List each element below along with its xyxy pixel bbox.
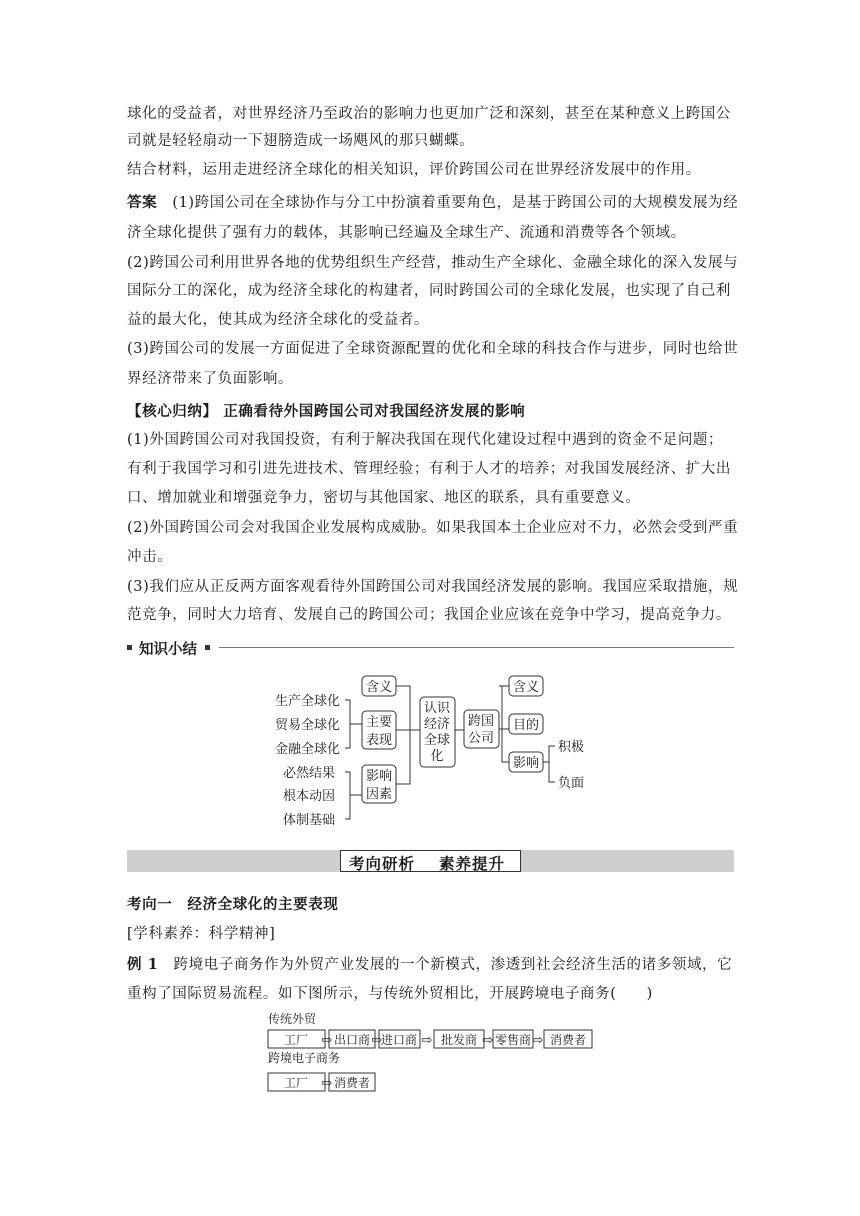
flow-step: 工厂 (283, 1076, 309, 1090)
summary-line-2: 有利于我国学习和引进先进技术、管理经验；有利于人才的培养；对我国发展经济、扩大出 (127, 461, 731, 477)
diagram-kuaguo: 公司 (467, 731, 495, 746)
flow-arrow-icon: ⇨ (321, 1076, 333, 1091)
diagram-center: 全球 (423, 733, 451, 748)
flow-arrow-icon: ⇨ (482, 1033, 494, 1048)
flow-ecommerce-label: 跨境电子商务 (268, 1051, 341, 1065)
diagram-center: 认识 (423, 701, 451, 716)
knowledge-summary-title: 知识小结 (139, 641, 197, 658)
diagram-left-item: 根本动因 (282, 789, 335, 804)
flow-arrow-icon: ⇨ (421, 1033, 433, 1048)
flow-step: 出口商 (333, 1033, 371, 1047)
diagram-right-hanyi: 含义 (512, 680, 540, 695)
answer-line-5: 益的最大化，使其成为经济全球化的受益者。 (127, 312, 429, 328)
band-left-text: 考向研析 (349, 854, 416, 873)
diagram-left-item: 金融全球化 (274, 742, 340, 757)
flow-step: 消费者 (333, 1076, 371, 1090)
material-line-1: 球化的受益者，对世界经济乃至政治的影响力也更加广泛和深刻，甚至在某种意义上跨国公 (127, 106, 731, 122)
answer-text-1: (1)跨国公司在全球协作与分工中扮演着重要角色，是基于跨国公司的大规模发展为经 (172, 195, 739, 211)
diagram-kuaguo: 跨国 (467, 714, 495, 729)
diagram-box-zhuyao: 表现 (365, 733, 393, 748)
question-line: 结合材料，运用走进经济全球化的相关知识，评价跨国公司在世界经济发展中的作用。 (127, 162, 701, 178)
diagram-leaf: 负面 (558, 776, 585, 791)
answer-line-4: 国际分工的深化，成为经济全球化的构建者，同时跨国公司的全球化发展，也实现了自己利 (127, 283, 731, 299)
summary-line-6: (3)我们应从正反两方面客观看待外国跨国公司对我国经济发展的影响。我国应采取措施，规 (127, 579, 739, 595)
summary-heading-tag: 【核心归纳】 (127, 403, 218, 420)
diagram-center: 化 (430, 749, 444, 764)
summary-line-4: (2)外国跨国公司会对我国企业发展构成威胁。如果我国本土企业应对不力，必然会受到严重 (127, 520, 739, 536)
flow-arrow-icon: ⇨ (321, 1033, 333, 1048)
diagram-left-item: 贸易全球化 (274, 718, 340, 733)
summary-line-7: 范竞争，同时大力培育、发展自己的跨国公司；我国企业应该在竞争中学习，提高竞争力。 (127, 607, 731, 623)
flow-traditional-label: 传统外贸 (268, 1012, 317, 1026)
summary-line-5: 冲击。 (127, 549, 173, 565)
example-line-2: 重构了国际贸易流程。如下图所示，与传统外贸相比，开展跨境电子商务( ) (127, 986, 653, 1002)
answer-line-3: (2)跨国公司利用世界各地的优势组织生产经营，推动生产全球化、金融全球化的深入发展与 (127, 255, 739, 271)
diagram-left-item: 体制基础 (282, 813, 335, 828)
example-text-1: 跨境电子商务作为外贸产业发展的一个新模式，渗透到社会经济生活的诸多领域，它 (173, 957, 733, 973)
band-right-text: 素养提升 (439, 854, 506, 873)
summary-heading-text: 正确看待外国跨国公司对我国经济发展的影响 (223, 403, 526, 420)
answer-line-6: (3)跨国公司的发展一方面促进了全球资源配置的优化和全球的科技合作与进步，同时也给世 (127, 341, 739, 357)
flow-step: 消费者 (549, 1033, 587, 1047)
diagram-left-item: 生产全球化 (274, 694, 340, 709)
diagram-leaf: 积极 (558, 740, 585, 755)
flow-step: 进口商 (380, 1033, 418, 1047)
diagram-center: 经济 (423, 717, 451, 732)
direction-heading: 考向一 经济全球化的主要表现 (127, 896, 339, 913)
diagram-yingxiang: 影响 (512, 756, 540, 771)
material-line-2: 司就是轻轻扇动一下翅膀造成一场飓风的那只蝴蝶。 (127, 133, 475, 149)
diagram-mudi: 目的 (512, 718, 540, 733)
diagram-box-zhuyao: 主要 (365, 715, 393, 730)
answer-line-7: 界经济带来了负面影响。 (127, 371, 294, 387)
answer-label: 答案 (127, 194, 158, 211)
flow-arrow-icon: ⇨ (532, 1033, 544, 1048)
flow-arrow-icon: ⇨ (371, 1033, 383, 1048)
flow-step: 工厂 (283, 1033, 309, 1047)
diagram-box-yinsu: 影响 (365, 769, 393, 784)
flow-step: 批发商 (440, 1033, 478, 1047)
example-label: 例 1 (127, 956, 159, 973)
diagram-left-item: 必然结果 (282, 766, 335, 781)
diagram-box-hanyi: 含义 (365, 680, 393, 695)
summary-line-3: 口、增加就业和增强竞争力，密切与其他国家、地区的联系，具有重要意义。 (127, 490, 641, 506)
answer-line-2: 济全球化提供了强有力的载体，其影响已经遍及全球生产、流通和消费等各个领域。 (127, 225, 686, 241)
summary-line-1: (1)外国跨国公司对我国投资，有利于解决我国在现代化建设过程中遇到的资金不足问题； (127, 432, 724, 448)
literacy-tag: [学科素养：科学精神] (127, 926, 276, 942)
flow-step: 零售商 (494, 1033, 532, 1047)
diagram-box-yinsu: 因素 (365, 787, 393, 802)
